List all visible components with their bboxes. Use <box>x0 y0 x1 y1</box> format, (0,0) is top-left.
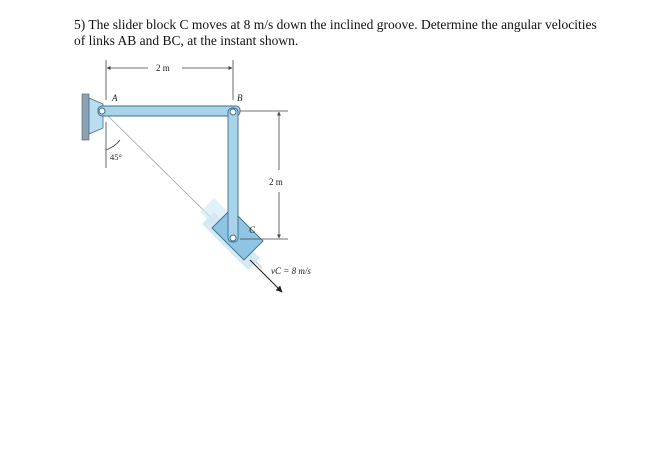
pin-b <box>230 109 236 115</box>
link-ab <box>98 106 240 116</box>
label-velocity: vC = 8 m/s <box>271 266 311 276</box>
velocity-arrow <box>250 260 282 292</box>
label-dim-horizontal: 2 m <box>156 63 170 73</box>
problem-line-1: 5) The slider block C moves at 8 m/s down the inclined groove. Determine the angular velocities <box>74 17 597 32</box>
wall-support <box>82 94 103 140</box>
label-point-a: A <box>112 93 118 103</box>
pin-c <box>230 235 236 241</box>
label-point-c: C <box>249 225 256 235</box>
label-angle: 45° <box>110 152 122 162</box>
label-point-b: B <box>237 93 243 103</box>
label-dim-vertical: 2 m <box>269 177 283 187</box>
problem-line-2: of links AB and BC, at the instant shown. <box>74 33 299 48</box>
dimension-vertical <box>240 111 288 239</box>
pin-a <box>99 108 105 114</box>
link-bc <box>228 108 238 242</box>
